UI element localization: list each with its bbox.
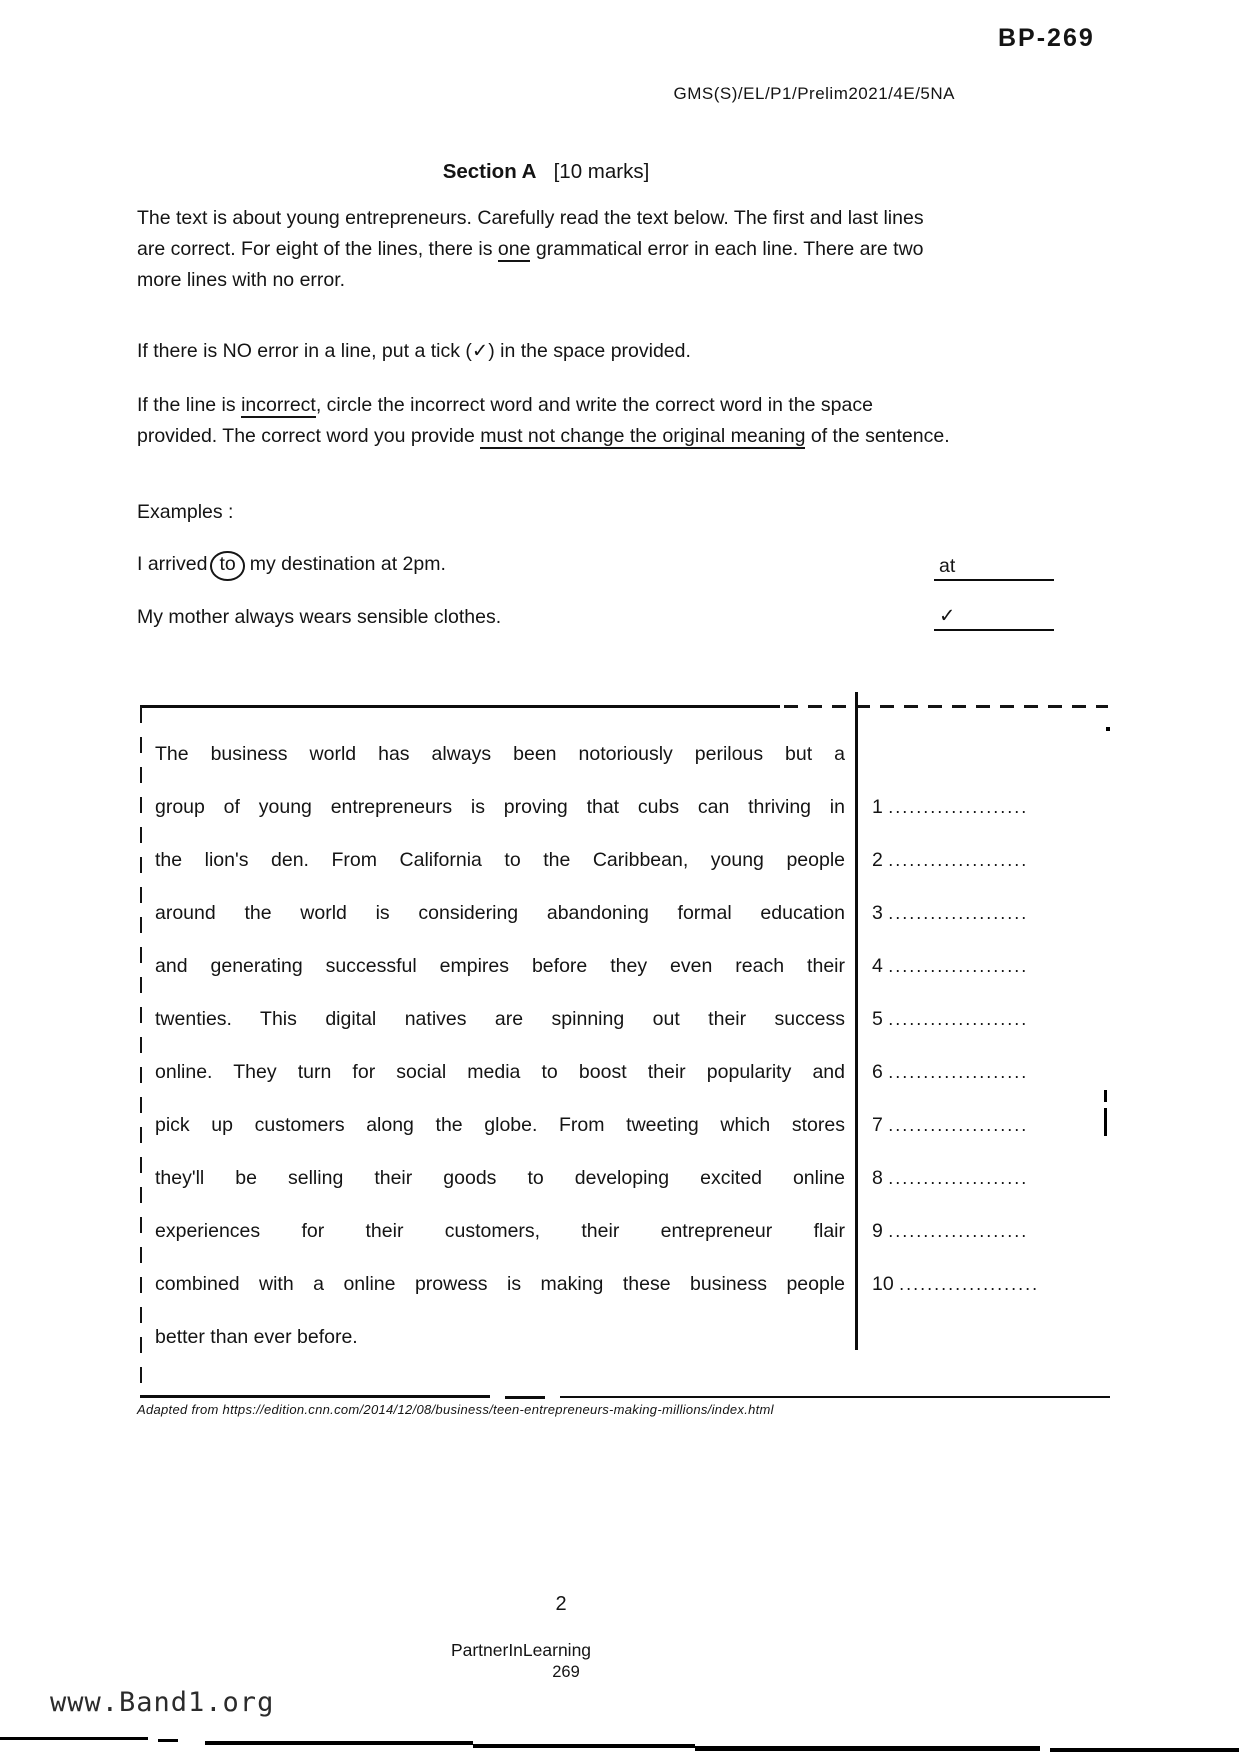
line-number: 9 (872, 1220, 883, 1242)
circled-word: to (210, 551, 244, 581)
example-text: I arrived (137, 553, 208, 575)
instruction-text: of the sentence. (805, 425, 950, 447)
scan-artifact (1050, 1748, 1239, 1752)
brand-number: 269 (552, 1663, 580, 1681)
line-number: 8 (872, 1167, 883, 1189)
passage-text: twenties. This digital natives are spinning out their success (155, 1008, 845, 1030)
example-2-tick-icon: ✓ (939, 605, 956, 627)
answer-blank-9 (872, 1220, 1028, 1243)
instructions-paragraph-2: If there is NO error in a line, put a tick (✓) in the space provided. (137, 340, 691, 362)
section-heading (137, 160, 955, 184)
scan-artifact (205, 1741, 473, 1745)
passage-line (140, 902, 1108, 955)
doc-code: BP-269 (998, 24, 1095, 52)
scan-artifact (695, 1746, 1040, 1751)
example-text: my destination at 2pm. (249, 553, 446, 575)
answer-blank-10 (872, 1273, 1039, 1296)
source-attribution: Adapted from https://edition.cnn.com/2014/12/08/business/teen-entrepreneurs-making-millions/index.html (137, 1402, 774, 1417)
underlined-text: must not change the original meaning (480, 425, 806, 447)
passage-line (140, 1326, 1108, 1379)
dotted-line: .................... (888, 1221, 1029, 1241)
scan-artifact (1106, 727, 1110, 731)
brand-name: PartnerInLearning (450, 1640, 592, 1660)
watermark-url: www.Band1.org (50, 1687, 275, 1718)
passage-line (140, 1114, 1108, 1167)
text-box-border-top-dashed (784, 705, 1108, 708)
line-number: 5 (872, 1008, 883, 1030)
answer-blank-7 (872, 1114, 1028, 1137)
column-divider-riser (855, 692, 858, 705)
passage-text: the lion's den. From California to the Caribbean, young people (155, 849, 845, 871)
passage-line (140, 796, 1108, 849)
examples-label: Examples : (137, 501, 234, 523)
scan-artifact (0, 1737, 148, 1740)
passage-text: around the world is considering abandoning formal education (155, 902, 845, 924)
paper-reference: GMS(S)/EL/P1/Prelim2021/4E/5NA (673, 84, 955, 103)
answer-blank-8 (872, 1167, 1028, 1190)
dotted-line: .................... (888, 1115, 1029, 1135)
passage-text: they'll be selling their goods to developing excited online (155, 1167, 845, 1189)
instruction-text: , circle the incorrect word and write the correct word in the space provided. The correct word you provide (137, 394, 873, 447)
instructions-paragraph-3 (137, 390, 957, 452)
passage-line (140, 1220, 1108, 1273)
scan-artifact (1104, 1108, 1107, 1136)
passage-text: group of young entrepreneurs is proving that cubs can thriving in (155, 796, 845, 818)
text-box-border-bottom-dash (505, 1396, 545, 1399)
line-number: 1 (872, 796, 883, 818)
scan-artifact (1104, 1090, 1107, 1102)
passage-line (140, 1167, 1108, 1220)
passage-text: and generating successful empires before they even reach their (155, 955, 845, 977)
answer-blank-3 (872, 902, 1028, 925)
section-title: Section A (442, 160, 537, 183)
passage-line (140, 1061, 1108, 1114)
example-sentence-2: My mother always wears sensible clothes. (137, 606, 502, 628)
dotted-line: .................... (888, 797, 1029, 817)
answer-blank-6 (872, 1061, 1028, 1084)
passage-line (140, 849, 1108, 902)
passage-text: The business world has always been notoriously perilous but a (155, 743, 845, 765)
line-number: 6 (872, 1061, 883, 1083)
line-number: 4 (872, 955, 883, 977)
scan-artifact (158, 1739, 178, 1742)
passage-text: experiences for their customers, their entrepreneur flair (155, 1220, 845, 1242)
text-box-border-top (140, 705, 780, 708)
instruction-text: grammatical error in each line. There are two more lines with no error. (137, 238, 924, 291)
line-number: 7 (872, 1114, 883, 1136)
example-sentence-1 (137, 551, 837, 581)
answer-blank-4 (872, 955, 1028, 978)
instructions-paragraph-1 (137, 203, 957, 296)
dotted-line: .................... (888, 956, 1029, 976)
text-box-border-bottom-2 (560, 1396, 1110, 1398)
page-number: 2 (555, 1593, 567, 1615)
line-number: 10 (872, 1273, 894, 1295)
passage-text: pick up customers along the globe. From tweeting which stores (155, 1114, 845, 1136)
passage-line (140, 743, 1108, 796)
passage-text: combined with a online prowess is making these business people (155, 1273, 845, 1295)
answer-blank-1 (872, 796, 1028, 819)
example-1-answer: at (939, 555, 956, 577)
passage-line (140, 955, 1108, 1008)
instruction-text: The text is about young entrepreneurs. Carefully read the text below. The first and last lines are correct. For eight of the lines, there is (137, 207, 924, 260)
dotted-line: .................... (899, 1274, 1040, 1294)
passage-text: online. They turn for social media to boost their popularity and (155, 1061, 845, 1083)
text-box-border-bottom (140, 1395, 490, 1398)
example-1-answer-blank (934, 551, 1054, 581)
scan-artifact (473, 1744, 695, 1748)
dotted-line: .................... (888, 850, 1029, 870)
dotted-line: .................... (888, 1009, 1029, 1029)
example-2-answer-blank (934, 601, 1054, 631)
underlined-text: one (497, 238, 531, 260)
passage-line (140, 1008, 1108, 1061)
line-number: 3 (872, 902, 883, 924)
answer-blank-2 (872, 849, 1028, 872)
dotted-line: .................... (888, 903, 1029, 923)
line-number: 2 (872, 849, 883, 871)
instruction-text: If the line is (137, 394, 242, 416)
passage-box (140, 743, 1108, 1379)
passage-line (140, 1273, 1108, 1326)
dotted-line: .................... (888, 1062, 1029, 1082)
dotted-line: .................... (888, 1168, 1029, 1188)
section-marks: [10 marks] (553, 160, 650, 183)
passage-text: better than ever before. (155, 1326, 358, 1348)
underlined-text: incorrect (241, 394, 316, 416)
answer-blank-5 (872, 1008, 1028, 1031)
